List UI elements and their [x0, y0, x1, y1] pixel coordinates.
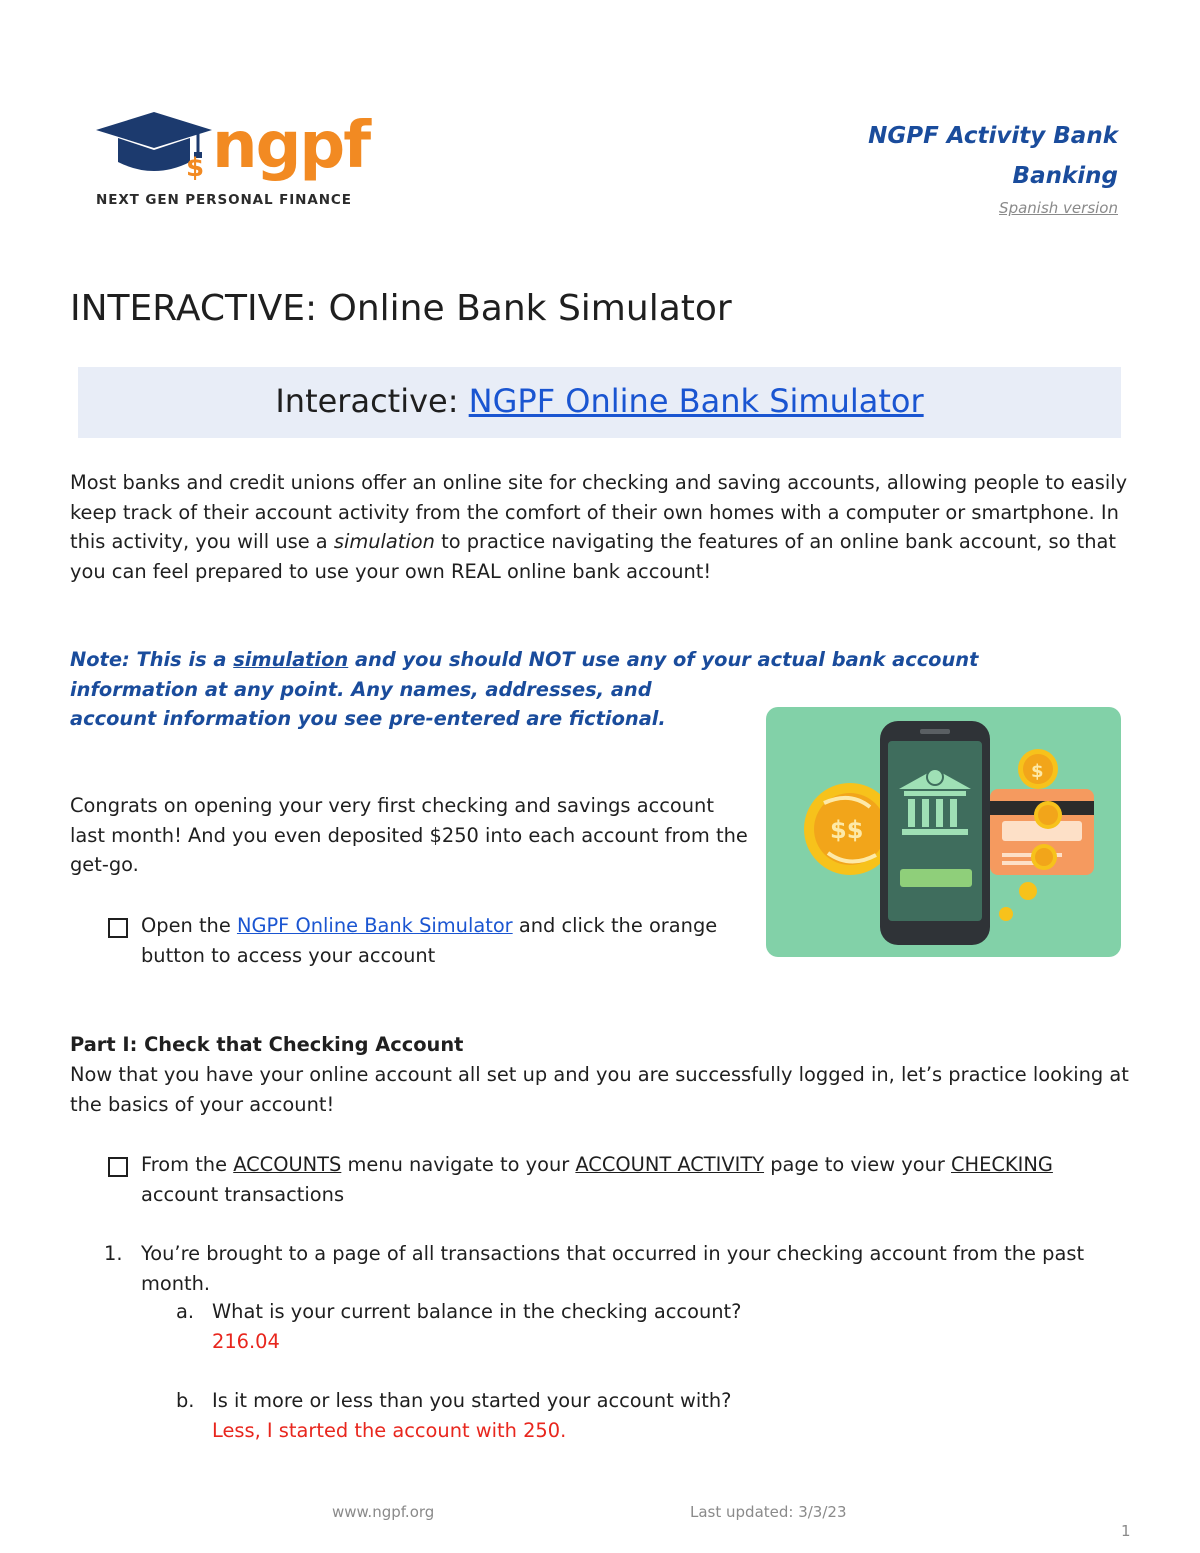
- accounts-menu-ref: ACCOUNTS: [233, 1153, 342, 1176]
- note-underlined-word: simulation: [233, 648, 349, 671]
- activity-header: [868, 116, 1118, 220]
- task-text-after: and click the orange button to access your account: [141, 914, 718, 967]
- question-text: You’re brought to a page of all transactions that occurred in your checking account from the past month.: [141, 1242, 1085, 1295]
- part-1-heading: Part I: Check that Checking Account: [70, 1033, 464, 1056]
- svg-text:$$: $$: [830, 816, 864, 844]
- simulator-banner-link[interactable]: NGPF Online Bank Simulator: [468, 382, 924, 420]
- note-line-1: [70, 645, 979, 675]
- svg-text:$: $: [186, 153, 205, 183]
- subquestion-letter: a.: [176, 1300, 195, 1323]
- question-1a: [176, 1297, 1076, 1356]
- account-activity-ref: ACCOUNT ACTIVITY: [575, 1153, 765, 1176]
- note-text: and you should NOT use any of your actual bank account: [348, 648, 979, 671]
- question-number: 1.: [104, 1242, 123, 1265]
- note-line-3: account information you see pre-entered are fictional.: [70, 707, 666, 731]
- intro-emphasis: simulation: [333, 530, 435, 554]
- subquestion-letter: b.: [176, 1389, 195, 1412]
- task-text: page to view your: [764, 1153, 952, 1176]
- banner-prefix: Interactive:: [275, 382, 469, 420]
- task-text: account transactions: [141, 1182, 345, 1206]
- intro-text-before: Most banks and credit unions offer an online site for checking and saving accounts, allowing people to easily keep track of their account activity from the comfort of their own homes with a computer or smartphone. In this activity, you will use a: [70, 471, 1128, 554]
- simulator-link[interactable]: NGPF Online Bank Simulator: [236, 914, 513, 937]
- task-text: [108, 911, 728, 970]
- svg-text:$: $: [1031, 761, 1044, 782]
- interactive-banner: [78, 367, 1121, 438]
- checkbox-icon[interactable]: [108, 1157, 128, 1177]
- page-number: 1: [1121, 1522, 1131, 1540]
- simulation-note: [70, 645, 979, 734]
- mobile-banking-illustration: [766, 707, 1121, 957]
- activity-bank-label: NGPF Activity Bank: [868, 123, 1118, 149]
- spanish-version-link[interactable]: Spanish version: [999, 199, 1118, 217]
- logo-tagline: NEXT GEN PERSONAL FINANCE: [96, 192, 352, 208]
- intro-text-after: to practice navigating the features of an online bank account, so that you can feel prepared to use your own REAL online bank account!: [70, 530, 1117, 583]
- question-1b: [176, 1386, 1076, 1445]
- intro-paragraph: [70, 468, 1130, 586]
- mobile-bank-coins-icon: [766, 707, 1121, 957]
- task-text: [108, 1150, 1108, 1209]
- part-1-description: Now that you have your online account all set up and you are successfully logged in, let’s practice looking at the basics of your account!: [70, 1063, 1129, 1116]
- ngpf-logo: [94, 108, 384, 212]
- subquestion-text: Is it more or less than you started your account with?: [212, 1389, 732, 1412]
- subquestion-text: What is your current balance in the checking account?: [212, 1300, 742, 1323]
- checking-ref: CHECKING: [951, 1153, 1053, 1176]
- answer-text: Less, I started the account with 250.: [212, 1418, 567, 1442]
- footer-website: www.ngpf.org: [332, 1503, 435, 1521]
- graduation-cap-dollar-icon: [94, 108, 214, 188]
- banking-category-label: Banking: [1012, 163, 1118, 189]
- task-open-simulator: [108, 911, 728, 970]
- task-view-checking: [108, 1150, 1108, 1209]
- task-text: From the: [141, 1153, 234, 1176]
- logo-wordmark: ngpf: [212, 109, 370, 183]
- page-title: INTERACTIVE: Online Bank Simulator: [70, 288, 732, 329]
- footer-last-updated: Last updated: 3/3/23: [690, 1503, 847, 1521]
- note-line-2: information at any point. Any names, addresses, and: [70, 677, 652, 701]
- question-1: [104, 1239, 1144, 1298]
- congrats-paragraph: Congrats on opening your very first checking and savings account last month! And you even deposited $250 into each account from the get-go.: [70, 794, 748, 877]
- note-text: Note: This is a: [70, 648, 234, 671]
- task-text: menu navigate to your: [341, 1153, 576, 1176]
- answer-text: 216.04: [212, 1329, 280, 1353]
- checkbox-icon[interactable]: [108, 918, 128, 938]
- task-text-before: Open the: [141, 914, 237, 937]
